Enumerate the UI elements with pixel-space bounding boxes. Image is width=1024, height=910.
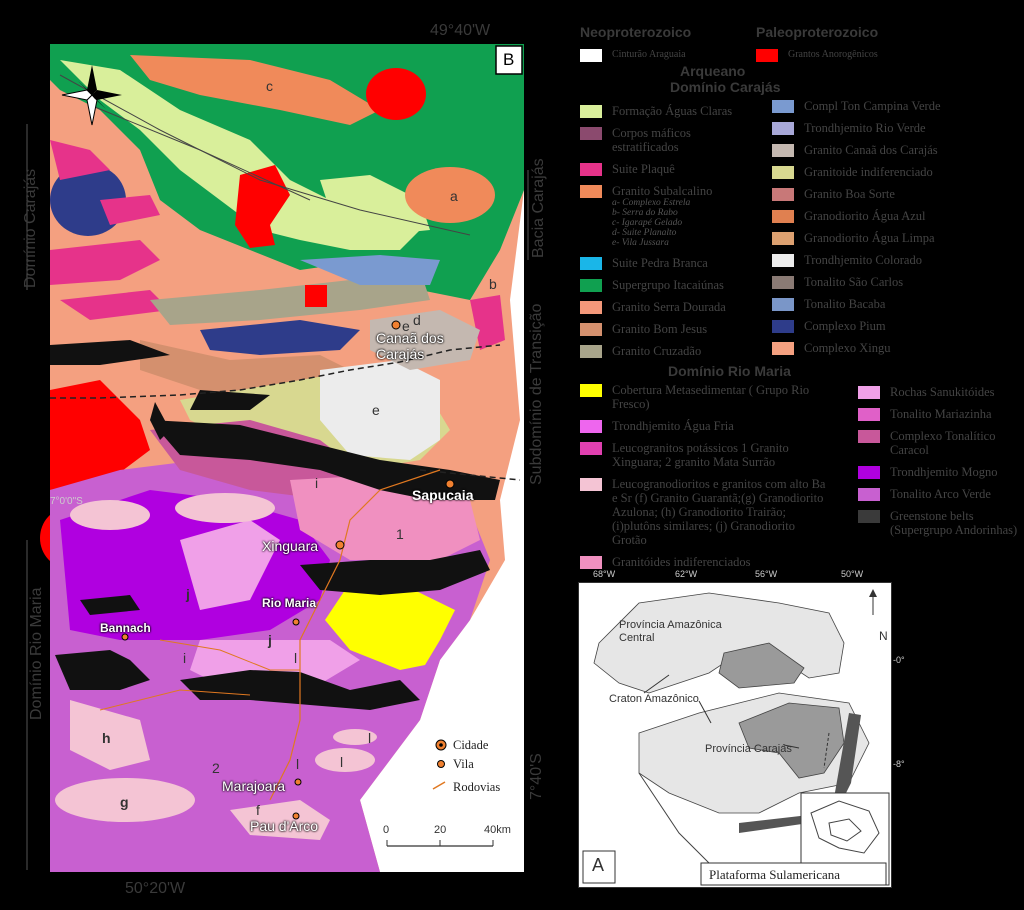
inset-lon-tick: 68°W (593, 569, 616, 579)
legend-swatch (580, 442, 602, 455)
legend-label: Leucogranodioritos e granitos com alto Ba e Sr (f) Granito Guarantã;(g) Granodiorito Azulona; (h) Granodiorito Trairão; (i)plutôns similares; (j) Granodiorito Grotão (612, 477, 826, 547)
legend-label: Tonalito Arco Verde (890, 487, 991, 501)
legend-label: Granito Canaã dos Carajás (804, 143, 938, 157)
unit-letter: d (413, 312, 421, 328)
inset-label-craton: Craton Amazônico (609, 693, 699, 705)
unit-letter: e (402, 318, 410, 334)
legend-item (772, 209, 982, 223)
legend-label: Suite Pedra Branca (612, 256, 708, 270)
town-pau-darco: Pau d'Arco (250, 818, 319, 834)
unit-letter: l (296, 756, 300, 772)
legend-dominio-carajas-title: Domínio Carajás (670, 79, 781, 95)
unit-letter: e (372, 402, 380, 418)
legend-item (772, 143, 982, 157)
scale-tick-0: 0 (383, 824, 390, 836)
town-xinguara: Xinguara (262, 538, 319, 554)
legend-item: Cinturão Araguaia (580, 48, 686, 62)
town-bannach: Bannach (100, 621, 151, 635)
legend-item (858, 465, 1018, 479)
legend-label: Trondhjemito Colorado (804, 253, 922, 267)
legend-item (772, 319, 982, 333)
legend-swatch (772, 122, 794, 135)
legend-swatch (580, 323, 602, 336)
legend-swatch (580, 420, 602, 433)
legend-item (580, 441, 830, 469)
unit-letter: i (183, 650, 187, 666)
legend-swatch (858, 386, 880, 399)
legend-neoproterozoico-title: Neoproterozoico (580, 24, 692, 40)
legend-swatch (858, 466, 880, 479)
legend-swatch (580, 279, 602, 292)
legend-label: Leucogranitos potássicos 1 Granito Xinguara; 2 granito Mata Surrão (612, 441, 789, 469)
legend-swatch (580, 185, 602, 198)
legend-item (580, 126, 760, 154)
legend-item (772, 99, 982, 113)
town-marajoara: Marajoara (222, 778, 286, 794)
legend-swatch (580, 163, 602, 176)
unit-letter: j (268, 632, 272, 648)
legend-item (858, 509, 1018, 537)
unit-letter: b (489, 276, 497, 292)
unit-letter: j (186, 586, 190, 602)
legend-item (580, 256, 760, 270)
inset-lon-tick: 56°W (755, 569, 778, 579)
inset-panel-label: A (592, 855, 605, 875)
town-sapucaia: Sapucaia (412, 487, 474, 503)
map-legend-vila: Vila (453, 757, 474, 771)
legend-item: Grantos Anorogênicos (756, 48, 878, 62)
legend-item (772, 341, 982, 355)
legend-swatch (580, 105, 602, 118)
inset-lon-tick: 50°W (841, 569, 864, 579)
map-legend-cidade: Cidade (453, 738, 489, 752)
legend-label: Granito Bom Jesus (612, 322, 708, 336)
legend-label: Supergrupo Itacaiúnas (612, 278, 724, 292)
legend-item (772, 297, 982, 311)
unit-letter: g (120, 794, 129, 810)
legend-label: Complexo Tonalítico Caracol (890, 429, 996, 457)
legend-item (580, 300, 760, 314)
legend-swatch (772, 254, 794, 267)
legend-swatch (772, 188, 794, 201)
legend-label: Rochas Sanukitóides (890, 385, 995, 399)
legend-rio-maria-title: Domínio Rio Maria (668, 363, 791, 379)
legend-label: Tonalito Bacaba (804, 297, 886, 311)
legend-label: Formação Águas Claras (612, 104, 733, 118)
side-label-dominio-rio-maria: Domínio Rio Maria (28, 587, 45, 720)
legend-item (772, 187, 982, 201)
legend-label: Granito Cruzadão (612, 344, 702, 358)
legend-label: Granito Boa Sorte (804, 187, 895, 201)
legend-item (858, 487, 1018, 501)
inset-caption: Plataforma Sulamericana (709, 867, 841, 882)
unit-letter: i (315, 475, 319, 491)
town-rio-maria: Rio Maria (262, 596, 317, 610)
map-legend-rodovias: Rodovias (453, 780, 501, 794)
panel-label-b: B (503, 50, 515, 69)
legend-label: Tonalito Mariazinha (890, 407, 992, 421)
town-canaa: Canaã dos Carajás (376, 330, 444, 362)
legend-swatch (858, 488, 880, 501)
legend-arqueano-title: Arqueano (680, 63, 746, 79)
legend-item (772, 253, 982, 267)
legend-label: Cobertura Metasedimentar ( Grupo Rio Fresco) (612, 383, 810, 411)
unit-letter: 2 (212, 760, 220, 776)
legend-item (858, 385, 1018, 399)
legend-swatch (772, 342, 794, 355)
legend-swatch (580, 556, 602, 569)
legend-item (580, 104, 760, 118)
unit-letter: h (102, 730, 111, 746)
legend-swatch (858, 430, 880, 443)
inset-map (578, 569, 905, 888)
coord-bottom-lon: 50°20'W (125, 880, 186, 897)
legend-item (580, 477, 830, 547)
legend-label: Complexo Xingu (804, 341, 891, 355)
legend-label: Compl Ton Campina Verde (804, 99, 941, 113)
legend-label: Greenstone belts (Supergrupo Andorinhas) (890, 509, 1018, 537)
unit-letter: 1 (396, 526, 404, 542)
legend-label: Tonalito São Carlos (804, 275, 904, 289)
unit-letter: l (368, 730, 372, 746)
legend-label: Trondhjemito Água Fria (612, 419, 734, 433)
legend-swatch (580, 478, 602, 491)
legend-swatch (858, 408, 880, 421)
coord-top-lon: 49°40'W (430, 22, 491, 39)
inset-lat-tick: -0° (893, 655, 905, 665)
legend-swatch (580, 345, 602, 358)
unit-letter: c (266, 78, 273, 94)
legend-label: Granodiorito Água Limpa (804, 231, 935, 245)
legend-label: Trondhjemito Rio Verde (804, 121, 926, 135)
legend-label: Granitóides indiferenciados (612, 555, 751, 569)
inset-label-central: Província Amazônica Central (619, 619, 722, 644)
legend-swatch (580, 257, 602, 270)
legend-swatch (772, 232, 794, 245)
legend-label: Granito Subalcalino a- Complexo Estrela b- Serra do Rabo c- Igarapé Gelado d- Suite Planalto e- Vila Jussara (612, 184, 713, 248)
legend-item (580, 555, 830, 569)
scale-tick-40: 40km (484, 824, 511, 836)
unit-letter: a (450, 188, 458, 204)
legend-item (772, 121, 982, 135)
side-label-subdominio-transicao: Subdomínio de Transição (528, 303, 545, 485)
inset-lat-tick: -8° (893, 759, 905, 769)
legend-label: Trondhjemito Mogno (890, 465, 998, 479)
side-label-bacia-carajas: Bacia Carajás (530, 158, 547, 258)
legend-item (580, 162, 760, 176)
legend-item (772, 231, 982, 245)
legend-item (580, 419, 830, 433)
legend-label: Granodiorito Água Azul (804, 209, 926, 223)
legend-swatch (772, 166, 794, 179)
legend-swatch (772, 320, 794, 333)
legend-item (858, 429, 1018, 457)
legend-item (580, 344, 760, 358)
legend-item (772, 275, 982, 289)
legend-swatch (772, 100, 794, 113)
legend-label: Suite Plaquê (612, 162, 675, 176)
legend-swatch (772, 276, 794, 289)
inset-north-label: N (879, 629, 888, 643)
unit-letter: l (294, 650, 298, 666)
inset-label-carajas: Província Carajás (705, 743, 792, 755)
legend-swatch (772, 144, 794, 157)
legend-swatch (858, 510, 880, 523)
legend-swatch (580, 127, 602, 140)
legend-paleoproterozoico-title: Paleoproterozoico (756, 24, 879, 40)
legend-item (580, 322, 760, 336)
legend-item (580, 184, 760, 248)
unit-letter: f (256, 802, 260, 818)
legend-swatch (580, 384, 602, 397)
legend-item (772, 165, 982, 179)
legend-swatch (772, 210, 794, 223)
inset-lon-tick: 62°W (675, 569, 698, 579)
unit-letter: l (340, 754, 344, 770)
legend-swatch (772, 298, 794, 311)
legend-item (580, 383, 830, 411)
legend-label: Granito Serra Dourada (612, 300, 726, 314)
coord-right-lat: 7°40'S (528, 753, 545, 800)
legend-label: Corpos máficos estratificados (612, 126, 691, 154)
side-label-dominio-carajas: Domínio Carajás (22, 168, 39, 288)
legend-item (858, 407, 1018, 421)
legend-label: Complexo Pium (804, 319, 886, 333)
legend-swatch (580, 301, 602, 314)
coord-left-lat: 7°0'0"S (50, 496, 83, 507)
legend-label: Granitoide indiferenciado (804, 165, 933, 179)
scale-tick-20: 20 (434, 824, 447, 836)
legend-item (580, 278, 760, 292)
